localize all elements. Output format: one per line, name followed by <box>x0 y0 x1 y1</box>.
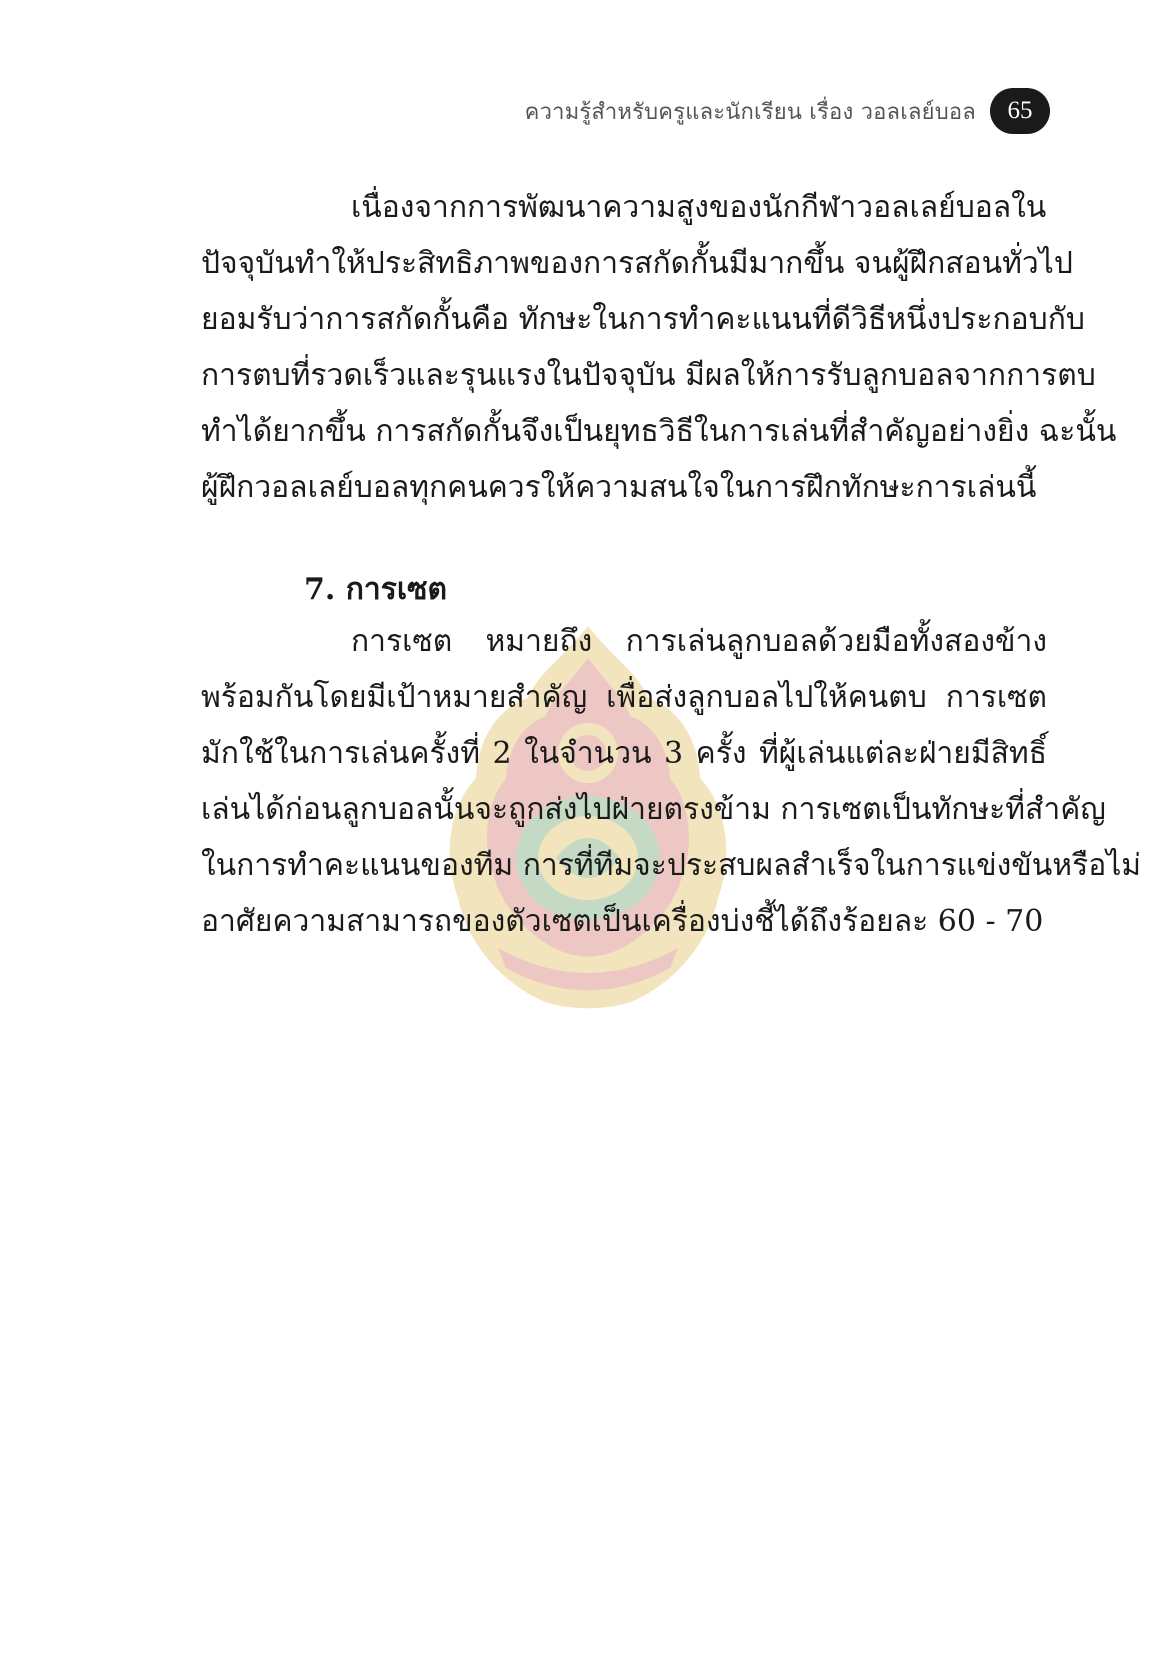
paragraph-line: ปัจจุบันทำให้ประสิทธิภาพของการสกัดกั้นมีมากขึ้น จนผู้ฝึกสอนทั่วไป <box>201 246 1073 281</box>
section-line: อาศัยความสามารถของตัวเซตเป็นเครื่องบ่งชี้ได้ถึงร้อยละ 60 - 70 <box>201 904 1044 939</box>
running-header-title: ความรู้สำหรับครูและนักเรียน เรื่อง วอลเลย์บอล <box>524 99 976 125</box>
section-paragraph <box>201 614 1142 950</box>
paragraph-line: การตบที่รวดเร็วและรุนแรงในปัจจุบัน มีผลให้การรับลูกบอลจากการตบ <box>201 358 1096 393</box>
paragraph-line: เนื่องจากการพัฒนาความสูงของนักกีฬาวอลเลย์บอลใน <box>351 190 1047 225</box>
section-heading: 7. การเซต <box>304 572 447 607</box>
section-line: การเซต หมายถึง การเล่นลูกบอลด้วยมือทั้งสองข้าง <box>351 624 1047 659</box>
paragraph-line: ผู้ฝึกวอลเลย์บอลทุกคนควรให้ความสนใจในการฝึกทักษะการเล่นนี้ <box>201 470 1037 505</box>
page-number-badge: 65 <box>990 88 1050 134</box>
paragraph-block <box>201 180 1117 516</box>
page-header <box>525 88 1050 134</box>
section-line: มักใช้ในการเล่นครั้งที่ 2 ในจำนวน 3 ครั้ง ที่ผู้เล่นแต่ละฝ่ายมีสิทธิ์ <box>201 736 1047 771</box>
section-line: ในการทำคะแนนของทีม การที่ทีมจะประสบผลสำเร็จในการแข่งขันหรือไม่ <box>201 848 1142 883</box>
paragraph-line: ทำได้ยากขึ้น การสกัดกั้นจึงเป็นยุทธวิธีในการเล่นที่สำคัญอย่างยิ่ง ฉะนั้น <box>201 414 1117 449</box>
section-line: เล่นได้ก่อนลูกบอลนั้นจะถูกส่งไปฝ่ายตรงข้าม การเซตเป็นทักษะที่สำคัญ <box>201 792 1106 827</box>
section-line: พร้อมกันโดยมีเป้าหมายสำคัญ เพื่อส่งลูกบอลไปให้คนตบ การเซต <box>201 680 1047 715</box>
paragraph-line: ยอมรับว่าการสกัดกั้นคือ ทักษะในการทำคะแนนที่ดีวิธีหนึ่งประกอบกับ <box>201 302 1085 337</box>
